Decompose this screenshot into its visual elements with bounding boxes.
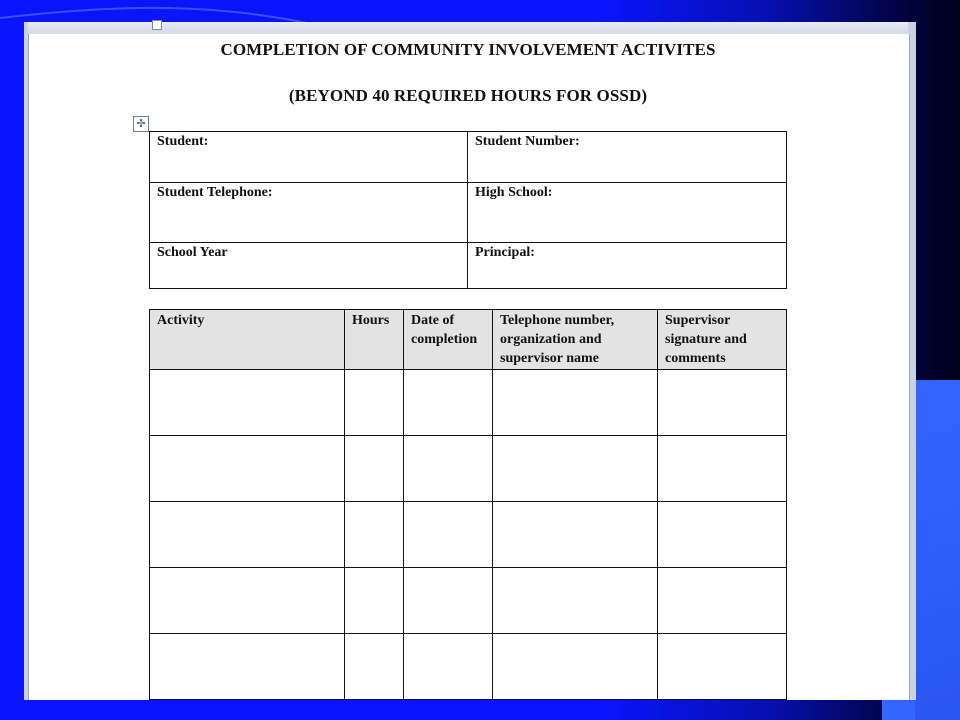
- document-title: COMPLETION OF COMMUNITY INVOLVEMENT ACTIVITES: [220, 40, 716, 59]
- hours-cell[interactable]: [345, 502, 404, 568]
- column-header-date: Date of completion: [404, 310, 493, 370]
- supervisor-cell[interactable]: [658, 436, 787, 502]
- activity-log-table: [149, 309, 787, 700]
- student-telephone-field[interactable]: Student Telephone:: [150, 183, 468, 243]
- student-field[interactable]: Student:: [150, 132, 468, 183]
- column-header-activity: Activity: [150, 310, 345, 370]
- column-header-hours: Hours: [345, 310, 404, 370]
- table-row: [150, 370, 787, 436]
- table-row: [150, 568, 787, 634]
- activity-cell[interactable]: [150, 436, 345, 502]
- contact-cell[interactable]: [493, 436, 658, 502]
- supervisor-cell[interactable]: [658, 634, 787, 700]
- supervisor-cell[interactable]: [658, 502, 787, 568]
- contact-cell[interactable]: [493, 502, 658, 568]
- school-year-field[interactable]: School Year: [150, 243, 468, 289]
- principal-field[interactable]: Principal:: [468, 243, 787, 289]
- hours-cell[interactable]: [345, 634, 404, 700]
- activity-cell[interactable]: [150, 370, 345, 436]
- hours-cell[interactable]: [345, 436, 404, 502]
- date-cell[interactable]: [404, 568, 493, 634]
- date-cell[interactable]: [404, 436, 493, 502]
- contact-cell[interactable]: [493, 568, 658, 634]
- activity-header-row: [150, 310, 787, 370]
- supervisor-cell[interactable]: [658, 370, 787, 436]
- supervisor-cell[interactable]: [658, 568, 787, 634]
- slide-accent-block-right: [915, 380, 960, 720]
- student-number-field[interactable]: Student Number:: [468, 132, 787, 183]
- contact-cell[interactable]: [493, 370, 658, 436]
- student-info-table: [149, 131, 787, 289]
- high-school-field[interactable]: High School:: [468, 183, 787, 243]
- hours-cell[interactable]: [345, 370, 404, 436]
- document-subtitle: (BEYOND 40 REQUIRED HOURS FOR OSSD): [288, 86, 648, 105]
- date-cell[interactable]: [404, 370, 493, 436]
- activity-cell[interactable]: [150, 634, 345, 700]
- date-cell[interactable]: [404, 502, 493, 568]
- contact-cell[interactable]: [493, 634, 658, 700]
- table-row: [150, 436, 787, 502]
- move-cross-icon[interactable]: ✢: [133, 116, 149, 132]
- date-cell[interactable]: [404, 634, 493, 700]
- table-row: [150, 502, 787, 568]
- table-row: [150, 634, 787, 700]
- hours-cell[interactable]: [345, 568, 404, 634]
- ruler-indent-marker[interactable]: [152, 20, 162, 30]
- activity-cell[interactable]: [150, 568, 345, 634]
- column-header-supervisor: Supervisor signature and comments: [658, 310, 787, 370]
- activity-cell[interactable]: [150, 502, 345, 568]
- column-header-contact: Telephone number, organization and supervisor name: [493, 310, 658, 370]
